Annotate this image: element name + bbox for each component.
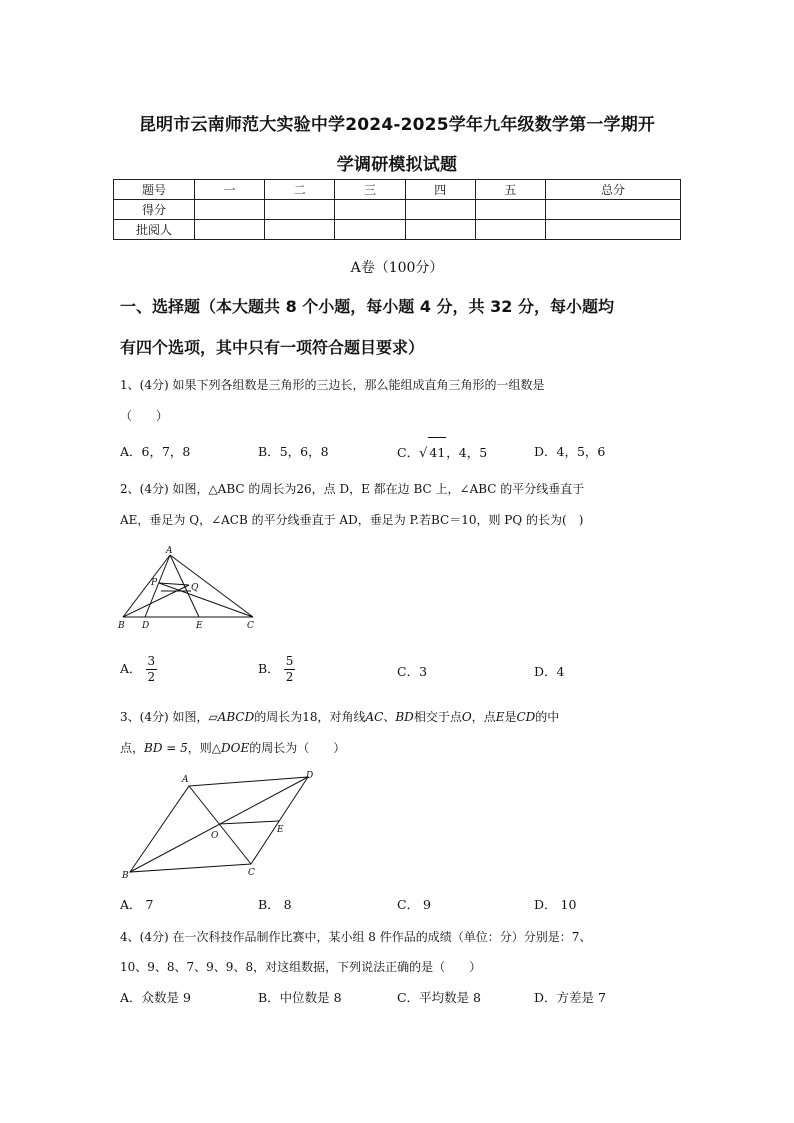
option-c[interactable]: C．平均数是 8 <box>397 990 481 1005</box>
option-c[interactable]: C． 9 <box>397 897 431 912</box>
question-1-text: 1、(4分) 如果下列各组数是三角形的三边长，那么能组成直角三角形的一组数是 <box>120 378 545 392</box>
label-d: D <box>142 621 150 631</box>
parallelogram-figure <box>115 768 320 880</box>
option-c[interactable]: C．3 <box>397 664 428 679</box>
score-header-cell: 五 <box>475 180 545 200</box>
score-table-row <box>114 220 681 240</box>
figure-edge <box>170 555 253 617</box>
option-label: B． <box>258 444 280 459</box>
text-segment: 是 <box>504 710 517 724</box>
section-heading-line1: 一、选择题（本大题共 8 个小题，每小题 4 分，共 32 分，每小题均 <box>120 297 614 316</box>
label-d: D <box>306 771 314 781</box>
math-symbol: CD <box>516 710 536 724</box>
label-c: C <box>247 621 254 631</box>
question-2-options <box>120 654 680 694</box>
text-segment: 的周长为（ ） <box>249 741 346 755</box>
option-b[interactable]: B．中位数是 8 <box>258 990 342 1005</box>
score-header-cell: 三 <box>335 180 405 200</box>
option-label: B． <box>258 661 280 676</box>
label-o: O <box>211 831 219 841</box>
question-4-line1: 4、(4分) 在一次科技作品制作比赛中，某小组 8 件作品的成绩（单位：分）分别是：7、 <box>120 930 592 944</box>
text-segment: ，则 <box>187 741 212 755</box>
math-symbol: ▱ABCD <box>208 710 255 724</box>
text-segment: 3、(4分) 如图， <box>120 710 209 724</box>
math-symbol: AC <box>365 710 384 724</box>
question-2-line2: AE，垂足为 Q，∠ACB 的平分线垂直于 AD，垂足为 P.若BC＝10，则 PQ 的长为( ) <box>120 513 584 527</box>
math-symbol: BD = 5 <box>144 741 188 755</box>
option-value: 4，5，6 <box>556 444 606 459</box>
text-segment: 点， <box>120 741 145 755</box>
score-row-label: 得分 <box>114 200 195 220</box>
score-cell[interactable] <box>195 220 265 240</box>
score-cell[interactable] <box>195 200 265 220</box>
fraction <box>146 654 158 685</box>
score-row-label: 批阅人 <box>114 220 195 240</box>
option-value: 5，6，8 <box>279 444 329 459</box>
label-a: A <box>182 775 189 785</box>
score-header-cell: 总分 <box>546 180 681 200</box>
denominator: 2 <box>285 670 294 684</box>
math-symbol: △DOE <box>211 741 250 755</box>
option-value: 6，7，8 <box>141 444 191 459</box>
option-b[interactable] <box>258 654 295 685</box>
score-cell[interactable] <box>546 200 681 220</box>
option-d[interactable]: D．4 <box>534 664 565 679</box>
label-c: C <box>248 868 255 878</box>
score-table-row <box>114 200 681 220</box>
score-cell[interactable] <box>265 200 335 220</box>
option-d[interactable] <box>534 437 605 467</box>
figure-edge <box>219 821 279 824</box>
option-a[interactable] <box>120 654 157 685</box>
question-3-line1 <box>120 702 680 732</box>
option-c[interactable] <box>397 437 487 469</box>
score-table-header-row <box>114 180 681 200</box>
text-segment: 、 <box>383 710 396 724</box>
score-table <box>113 179 681 240</box>
score-cell[interactable] <box>265 220 335 240</box>
option-d[interactable]: D． 10 <box>534 897 577 912</box>
option-a[interactable]: A． 7 <box>120 897 154 912</box>
option-label: D． <box>534 444 557 459</box>
figure-edge <box>189 786 251 864</box>
question-3-line2 <box>120 733 680 763</box>
math-symbol: O <box>461 710 472 724</box>
label-e: E <box>277 825 284 835</box>
math-symbol: BD <box>395 710 414 724</box>
numerator: 5 <box>285 654 294 668</box>
page-title-line2: 学调研模拟试题 <box>336 155 458 175</box>
label-q: Q <box>191 583 199 593</box>
math-symbol: E <box>495 710 505 724</box>
triangle-figure <box>115 543 260 631</box>
score-header-cell: 四 <box>405 180 475 200</box>
score-header-cell: 题号 <box>114 180 195 200</box>
text-segment: 的中 <box>535 710 560 724</box>
label-e: E <box>196 621 203 631</box>
section-heading-line2: 有四个选项，其中只有一项符合题目要求） <box>120 338 425 357</box>
score-cell[interactable] <box>475 220 545 240</box>
score-cell[interactable] <box>405 220 475 240</box>
label-p: P <box>151 578 158 588</box>
option-label: C． <box>397 445 420 460</box>
score-header-cell: 二 <box>265 180 335 200</box>
denominator: 2 <box>147 670 156 684</box>
score-cell[interactable] <box>475 200 545 220</box>
option-label: A． <box>120 661 142 676</box>
score-cell[interactable] <box>546 220 681 240</box>
figure-edge <box>123 555 170 617</box>
option-a[interactable] <box>120 437 190 467</box>
text-segment: 的周长为18，对角线 <box>254 710 366 724</box>
sqrt-symbol: √ <box>419 446 428 461</box>
question-1-paren: （ ） <box>120 409 169 423</box>
page-title-line1: 昆明市云南师范大实验中学2024-2025学年九年级数学第一学期开 <box>138 115 656 135</box>
score-cell[interactable] <box>335 200 405 220</box>
option-label: A． <box>120 444 142 459</box>
label-a: A <box>166 546 173 556</box>
question-4-line2: 10、9、8、7、9、9、8，对这组数据，下列说法正确的是（ ） <box>120 960 482 974</box>
label-b: B <box>122 871 129 880</box>
option-d[interactable]: D．方差是 7 <box>534 990 606 1005</box>
score-header-cell: 一 <box>195 180 265 200</box>
score-cell[interactable] <box>335 220 405 240</box>
numerator: 3 <box>147 654 156 668</box>
question-2-line1: 2、(4分) 如图，△ABC 的周长为26，点 D，E 都在边 BC 上，∠ABC 的平分线垂直于 <box>120 482 585 496</box>
figure-edge <box>159 583 253 617</box>
option-b[interactable]: B． 8 <box>258 897 292 912</box>
score-cell[interactable] <box>405 200 475 220</box>
option-b[interactable] <box>258 437 329 467</box>
option-value: ，4，5 <box>446 445 488 460</box>
label-b: B <box>118 621 125 631</box>
sqrt-radicand: 41 <box>428 437 446 468</box>
option-a[interactable]: A．众数是 9 <box>120 990 191 1005</box>
text-segment: ，点 <box>471 710 496 724</box>
volume-label: A卷（100分） <box>350 260 444 276</box>
fraction <box>284 654 296 685</box>
text-segment: 相交于点 <box>413 710 462 724</box>
